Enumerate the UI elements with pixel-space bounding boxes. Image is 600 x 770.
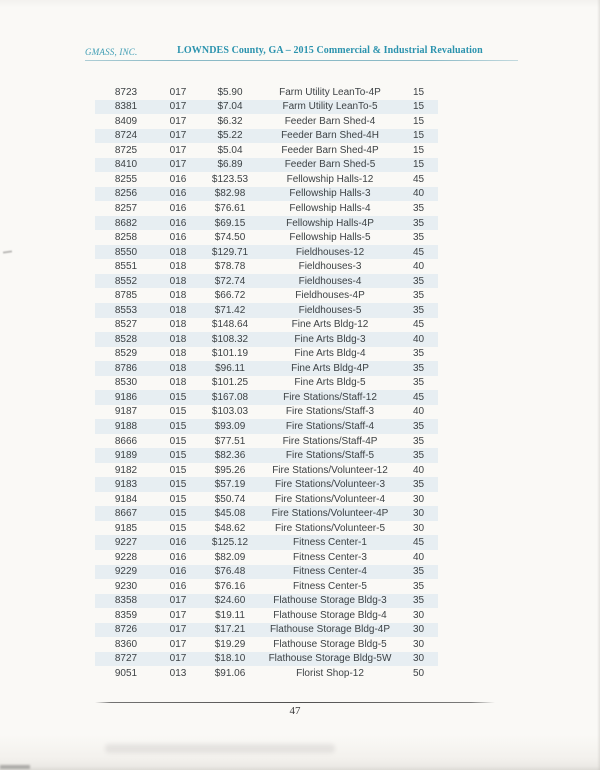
- table-row: [95, 535, 438, 550]
- table-cell-life: 40: [412, 333, 425, 345]
- table-cell-code: 015: [169, 464, 187, 476]
- table-cell-description: Fine Arts Bldg-12: [291, 319, 369, 331]
- table-row: [95, 100, 438, 115]
- table-cell-rate: $7.04: [217, 101, 243, 113]
- table-cell-life: 40: [412, 406, 425, 418]
- table-row: [95, 637, 438, 652]
- table-row: [95, 245, 438, 260]
- table-cell-rate: $101.19: [211, 348, 249, 360]
- table-cell-code: 015: [169, 406, 187, 418]
- table-cell-id: 9188: [114, 420, 138, 432]
- table-cell-life: 40: [412, 551, 425, 563]
- table-cell-id: 8786: [114, 362, 138, 374]
- table-cell-description: Fitness Center-5: [293, 580, 367, 592]
- table-cell-life: 30: [412, 653, 425, 665]
- table-cell-life: 40: [412, 188, 425, 200]
- table-cell-life: 50: [412, 668, 425, 680]
- table-cell-id: 9186: [114, 391, 138, 403]
- table-cell-life: 15: [412, 144, 425, 156]
- table-row: [95, 579, 438, 594]
- table-cell-id: 8552: [114, 275, 138, 287]
- table-cell-description: Fitness Center-4: [293, 566, 367, 578]
- table-cell-life: 45: [412, 391, 425, 403]
- table-row: [95, 390, 438, 405]
- table-cell-description: Farm Utility LeanTo-4P: [279, 86, 381, 98]
- table-row: [95, 594, 438, 609]
- table-cell-id: 8725: [114, 144, 138, 156]
- table-cell-rate: $19.11: [215, 609, 245, 621]
- rate-table: [95, 85, 438, 681]
- table-cell-id: 8667: [114, 508, 138, 520]
- table-cell-description: Fellowship Halls-5: [289, 232, 371, 244]
- table-cell-life: 15: [412, 130, 425, 142]
- table-cell-id: 8723: [114, 86, 138, 98]
- table-cell-code: 017: [169, 144, 187, 156]
- table-cell-life: 35: [412, 217, 425, 229]
- table-cell-code: 018: [169, 333, 187, 345]
- table-cell-id: 8666: [114, 435, 138, 447]
- table-cell-life: 35: [412, 580, 425, 592]
- table-cell-description: Feeder Barn Shed-4: [284, 115, 376, 127]
- table-cell-description: Fire Stations/Volunteer-5: [274, 522, 386, 534]
- table-cell-id: 8360: [114, 638, 138, 650]
- table-cell-life: 35: [412, 595, 425, 607]
- table-cell-description: Feeder Barn Shed-4P: [281, 144, 379, 156]
- table-row: [95, 550, 438, 565]
- table-cell-rate: $72.74: [214, 275, 246, 287]
- table-cell-description: Feeder Barn Shed-4H: [281, 130, 379, 142]
- table-cell-life: 15: [412, 159, 425, 171]
- table-row: [95, 448, 438, 463]
- table-cell-id: 9189: [114, 450, 138, 462]
- table-row: [95, 332, 438, 347]
- table-cell-code: 018: [169, 246, 187, 258]
- table-row: [95, 303, 438, 318]
- table-cell-description: Fellowship Halls-12: [286, 173, 374, 185]
- table-cell-code: 018: [169, 319, 187, 331]
- table-cell-life: 45: [412, 173, 425, 185]
- table-row: [95, 434, 438, 449]
- table-cell-id: 8682: [114, 217, 138, 229]
- table-cell-code: 016: [169, 188, 187, 200]
- scan-corner-mark: [0, 765, 30, 769]
- table-cell-rate: $108.32: [211, 333, 249, 345]
- table-cell-code: 016: [169, 232, 187, 244]
- table-cell-code: 015: [169, 391, 187, 403]
- table-cell-rate: $125.12: [211, 537, 249, 549]
- table-row: [95, 187, 438, 202]
- table-row: [95, 85, 438, 100]
- table-cell-code: 016: [169, 537, 187, 549]
- table-cell-description: Fire Stations/Staff-4: [285, 420, 375, 432]
- table-cell-code: 017: [169, 624, 187, 636]
- table-cell-life: 35: [412, 304, 425, 316]
- table-cell-description: Fire Stations/Staff-5: [285, 450, 375, 462]
- table-cell-description: Fellowship Halls-3: [289, 188, 371, 200]
- table-cell-description: Fine Arts Bldg-4: [294, 348, 366, 360]
- table-cell-id: 8258: [114, 232, 138, 244]
- table-cell-id: 9227: [114, 537, 138, 549]
- table-cell-id: 8724: [114, 130, 138, 142]
- table-cell-rate: $78.78: [214, 261, 246, 273]
- table-cell-id: 8358: [114, 595, 138, 607]
- table-row: [95, 652, 438, 667]
- table-cell-id: 8550: [114, 246, 138, 258]
- table-cell-description: Fellowship Halls-4P: [286, 217, 374, 229]
- table-row: [95, 216, 438, 231]
- table-cell-life: 30: [412, 508, 425, 520]
- table-cell-code: 017: [169, 609, 187, 621]
- table-cell-code: 015: [169, 420, 187, 432]
- table-cell-rate: $129.71: [211, 246, 249, 258]
- table-cell-id: 8410: [114, 159, 138, 171]
- table-row: [95, 565, 438, 580]
- table-cell-code: 017: [169, 130, 187, 142]
- table-cell-id: 9185: [114, 522, 138, 534]
- table-cell-life: 45: [412, 319, 425, 331]
- footer-divider: [95, 702, 495, 703]
- table-cell-life: 35: [412, 203, 425, 215]
- table-cell-id: 9229: [114, 566, 138, 578]
- table-cell-id: 9230: [114, 580, 138, 592]
- table-row: [95, 274, 438, 289]
- table-cell-life: 30: [412, 638, 425, 650]
- table-cell-code: 017: [169, 115, 187, 127]
- table-cell-rate: $123.53: [211, 173, 249, 185]
- table-cell-code: 018: [169, 261, 187, 273]
- table-cell-life: 35: [412, 377, 425, 389]
- table-cell-id: 8726: [114, 624, 138, 636]
- table-cell-life: 35: [412, 348, 425, 360]
- table-cell-life: 15: [412, 115, 425, 127]
- table-cell-code: 015: [169, 508, 187, 520]
- table-cell-code: 017: [169, 101, 187, 113]
- table-cell-id: 8529: [114, 348, 138, 360]
- table-cell-description: Fieldhouses-4P: [295, 290, 365, 302]
- page-number: 47: [289, 705, 301, 717]
- table-row: [95, 361, 438, 376]
- table-row: [95, 623, 438, 638]
- table-cell-life: 35: [412, 435, 425, 447]
- table-cell-id: 8359: [114, 609, 138, 621]
- table-row: [95, 172, 438, 187]
- table-cell-rate: $48.62: [214, 522, 246, 534]
- table-cell-life: 35: [412, 290, 425, 302]
- table-cell-rate: $76.16: [214, 580, 246, 592]
- table-cell-rate: $5.90: [217, 86, 243, 98]
- table-row: [95, 288, 438, 303]
- page-title: LOWNDES County, GA – 2015 Commercial & Industrial Revaluation: [177, 45, 483, 56]
- table-cell-rate: $5.22: [217, 130, 243, 142]
- table-cell-code: 016: [169, 203, 187, 215]
- table-cell-description: Fire Stations/Staff-4P: [282, 435, 378, 447]
- table-row: [95, 492, 438, 507]
- table-row: [95, 318, 438, 333]
- table-cell-id: 8551: [114, 261, 138, 273]
- table-row: [95, 347, 438, 362]
- table-row: [95, 114, 438, 129]
- table-cell-rate: $96.11: [215, 362, 245, 374]
- table-cell-id: 8530: [114, 377, 138, 389]
- table-cell-code: 018: [169, 304, 187, 316]
- table-cell-life: 30: [412, 522, 425, 534]
- table-cell-life: 40: [412, 261, 425, 273]
- table-cell-id: 9051: [114, 668, 138, 680]
- table-row: [95, 608, 438, 623]
- table-cell-life: 30: [412, 609, 425, 621]
- table-cell-id: 8528: [114, 333, 138, 345]
- table-cell-rate: $6.32: [217, 115, 243, 127]
- header-divider: [85, 60, 518, 61]
- table-row: [95, 521, 438, 536]
- table-cell-id: 8255: [114, 173, 138, 185]
- table-row: [95, 376, 438, 391]
- table-cell-rate: $45.08: [214, 508, 246, 520]
- table-cell-id: 8381: [114, 101, 138, 113]
- table-cell-code: 015: [169, 479, 187, 491]
- table-cell-code: 017: [169, 86, 187, 98]
- table-cell-rate: $101.25: [211, 377, 249, 389]
- table-row: [95, 463, 438, 478]
- table-cell-life: 45: [412, 537, 425, 549]
- table-cell-code: 018: [169, 290, 187, 302]
- table-cell-description: Fitness Center-3: [293, 551, 367, 563]
- table-cell-code: 016: [169, 566, 187, 578]
- table-cell-description: Fellowship Halls-4: [289, 203, 371, 215]
- table-cell-rate: $24.60: [214, 595, 246, 607]
- table-row: [95, 201, 438, 216]
- table-cell-code: 016: [169, 580, 187, 592]
- table-row: [95, 666, 438, 681]
- table-cell-life: 15: [412, 86, 425, 98]
- table-cell-code: 013: [169, 668, 187, 680]
- table-cell-rate: $148.64: [211, 319, 249, 331]
- table-cell-id: 8553: [114, 304, 138, 316]
- table-cell-code: 017: [169, 638, 187, 650]
- table-cell-rate: $77.51: [214, 435, 246, 447]
- table-cell-description: Fire Stations/Volunteer-12: [272, 464, 388, 476]
- table-cell-rate: $19.29: [214, 638, 246, 650]
- table-cell-description: Fieldhouses-4: [298, 275, 362, 287]
- table-cell-code: 015: [169, 493, 187, 505]
- table-cell-code: 018: [169, 377, 187, 389]
- table-cell-code: 018: [169, 362, 187, 374]
- table-cell-description: Fire Stations/Volunteer-4: [274, 493, 386, 505]
- table-cell-id: 8409: [114, 115, 138, 127]
- table-row: [95, 405, 438, 420]
- table-cell-description: Flathouse Storage Bldg-5: [273, 638, 387, 650]
- table-cell-description: Fire Stations/Staff-12: [283, 391, 377, 403]
- table-row: [95, 158, 438, 173]
- scan-edge-mark: [3, 250, 12, 253]
- table-row: [95, 143, 438, 158]
- table-cell-description: Fine Arts Bldg-4P: [291, 362, 369, 374]
- table-cell-life: 35: [412, 479, 425, 491]
- table-cell-rate: $76.61: [214, 203, 246, 215]
- table-cell-description: Feeder Barn Shed-5: [284, 159, 376, 171]
- table-cell-id: 9183: [114, 479, 138, 491]
- table-cell-id: 8256: [114, 188, 138, 200]
- table-cell-code: 018: [169, 348, 187, 360]
- table-cell-description: Fine Arts Bldg-5: [294, 377, 366, 389]
- table-cell-rate: $5.04: [217, 144, 243, 156]
- table-row: [95, 506, 438, 521]
- table-cell-description: Fieldhouses-5: [298, 304, 362, 316]
- table-cell-description: Flathouse Storage Bldg-4P: [269, 624, 391, 636]
- table-row: [95, 477, 438, 492]
- table-cell-description: Fire Stations/Volunteer-4P: [271, 508, 389, 520]
- table-cell-rate: $167.08: [211, 391, 249, 403]
- table-cell-code: 015: [169, 435, 187, 447]
- table-cell-description: Fine Arts Bldg-3: [294, 333, 366, 345]
- table-cell-id: 8785: [114, 290, 138, 302]
- table-cell-code: 016: [169, 551, 187, 563]
- table-cell-rate: $57.19: [214, 479, 246, 491]
- table-cell-rate: $6.89: [217, 159, 243, 171]
- table-cell-description: Fieldhouses-3: [298, 261, 362, 273]
- table-cell-id: 9187: [114, 406, 138, 418]
- table-cell-life: 35: [412, 232, 425, 244]
- table-cell-rate: $82.98: [214, 188, 246, 200]
- table-cell-rate: $69.15: [214, 217, 246, 229]
- table-cell-code: 017: [169, 653, 187, 665]
- table-cell-id: 9184: [114, 493, 138, 505]
- table-cell-code: 018: [169, 275, 187, 287]
- table-cell-description: Farm Utility LeanTo-5: [282, 101, 378, 113]
- company-name: GMASS, INC.: [85, 47, 138, 57]
- table-cell-life: 45: [412, 246, 425, 258]
- table-cell-code: 017: [169, 159, 187, 171]
- table-cell-life: 35: [412, 566, 425, 578]
- table-cell-code: 016: [169, 173, 187, 185]
- table-cell-life: 30: [412, 624, 425, 636]
- table-cell-code: 017: [169, 595, 187, 607]
- table-cell-id: 8257: [114, 203, 138, 215]
- table-cell-life: 40: [412, 464, 425, 476]
- table-cell-rate: $66.72: [214, 290, 246, 302]
- table-cell-rate: $82.36: [214, 450, 246, 462]
- table-row: [95, 129, 438, 144]
- table-cell-life: 30: [412, 493, 425, 505]
- table-cell-life: 35: [412, 275, 425, 287]
- table-cell-life: 35: [412, 420, 425, 432]
- table-cell-description: Flathouse Storage Bldg-5W: [268, 653, 392, 665]
- table-row: [95, 259, 438, 274]
- table-cell-description: Fire Stations/Volunteer-3: [274, 479, 386, 491]
- table-cell-id: 8527: [114, 319, 138, 331]
- table-cell-rate: $82.09: [214, 551, 246, 563]
- table-cell-rate: $74.50: [214, 232, 246, 244]
- table-cell-code: 015: [169, 522, 187, 534]
- table-cell-life: 35: [412, 362, 425, 374]
- table-cell-rate: $17.21: [214, 624, 246, 636]
- table-cell-rate: $18.10: [214, 653, 246, 665]
- table-cell-rate: $91.06: [214, 668, 246, 680]
- scan-smudge: [105, 744, 335, 753]
- table-cell-description: Fire Stations/Staff-3: [285, 406, 375, 418]
- table-cell-life: 15: [412, 101, 425, 113]
- table-cell-rate: $93.09: [214, 420, 246, 432]
- table-cell-life: 35: [412, 450, 425, 462]
- table-cell-description: Florist Shop-12: [296, 668, 364, 680]
- table-cell-description: Flathouse Storage Bldg-3: [273, 595, 387, 607]
- table-cell-rate: $71.42: [214, 304, 246, 316]
- table-cell-rate: $50.74: [214, 493, 246, 505]
- table-row: [95, 230, 438, 245]
- table-cell-rate: $95.26: [214, 464, 246, 476]
- table-cell-description: Fitness Center-1: [293, 537, 367, 549]
- table-cell-id: 8727: [114, 653, 138, 665]
- table-cell-code: 016: [169, 217, 187, 229]
- table-cell-rate: $103.03: [211, 406, 249, 418]
- table-cell-rate: $76.48: [214, 566, 246, 578]
- table-cell-id: 9228: [114, 551, 138, 563]
- table-row: [95, 419, 438, 434]
- table-cell-description: Fieldhouses-12: [295, 246, 365, 258]
- table-cell-code: 015: [169, 450, 187, 462]
- table-cell-id: 9182: [114, 464, 138, 476]
- table-cell-description: Flathouse Storage Bldg-4: [273, 609, 387, 621]
